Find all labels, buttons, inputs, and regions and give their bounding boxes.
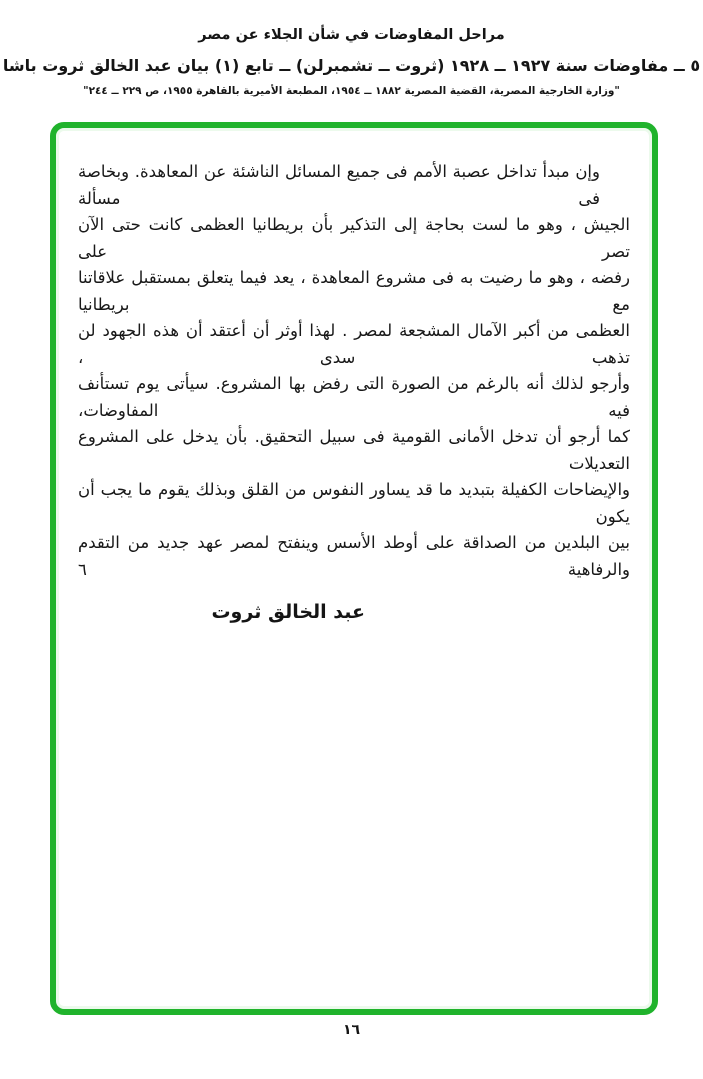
body-text-line: والإيضاحات الكفيلة بتبديد ما قد يساور النفوس من القلق وبذلك يقوم ما يجب أن يكون — [78, 480, 630, 526]
document-body — [56, 128, 652, 623]
header-source-citation: "وزارة الخارجية المصرية، القضية المصرية ١٨٨٢ ــ ١٩٥٤، المطبعة الأميرية بالقاهرة ١٩٥٥، ص ٢٢٩ ــ ٢٤٤" — [83, 85, 620, 97]
header-subtitle: ٥ ــ مفاوضات سنة ١٩٢٧ ــ ١٩٢٨ (ثروت ــ تشمبرلن) ــ تابع (١) بيان عبد الخالق ثروت باشا — [2, 56, 701, 75]
body-text-line: رفضه ، وهو ما رضيت به فى مشروع المعاهدة ، يعد فيما يتعلق بمستقبل علاقاتنا مع بريطانيا — [78, 268, 630, 314]
green-framed-document — [50, 122, 658, 1015]
body-text-line: كما أرجو أن تدخل الأمانى القومية فى سبيل التحقيق. بأن يدخل على المشروع التعديلات — [78, 427, 630, 473]
page-number: ١٦ — [342, 1022, 361, 1038]
body-text-line: بين البلدين من الصداقة على أوطد الأسس وينفتح لمصر عهد جديد من التقدم والرفاهية ٦ — [78, 533, 630, 579]
body-text-line: العظمى من أكبر الآمال المشجعة لمصر . لهذا أوثر أن أعتقد أن هذه الجهود لن تذهب سدى ، — [78, 321, 630, 367]
body-text-line: وإن مبدأ تداخل عصبة الأمم فى جميع المسائل الناشئة عن المعاهدة. وبخاصة فى مسألة — [78, 162, 600, 208]
header-title: مراحل المفاوضات في شأن الجلاء عن مصر — [198, 27, 505, 43]
body-text-line: الجيش ، وهو ما لست بحاجة إلى التذكير بأن بريطانيا العظمى كانت حتى الآن تصر على — [78, 215, 630, 261]
signature: عبد الخالق ثروت — [211, 601, 365, 623]
page-header — [0, 0, 703, 97]
body-text-line: وأرجو لذلك أنه بالرغم من الصورة التى رفض بها المشروع. سيأتى يوم تستأنف فيه المفاوضات، — [78, 374, 630, 420]
